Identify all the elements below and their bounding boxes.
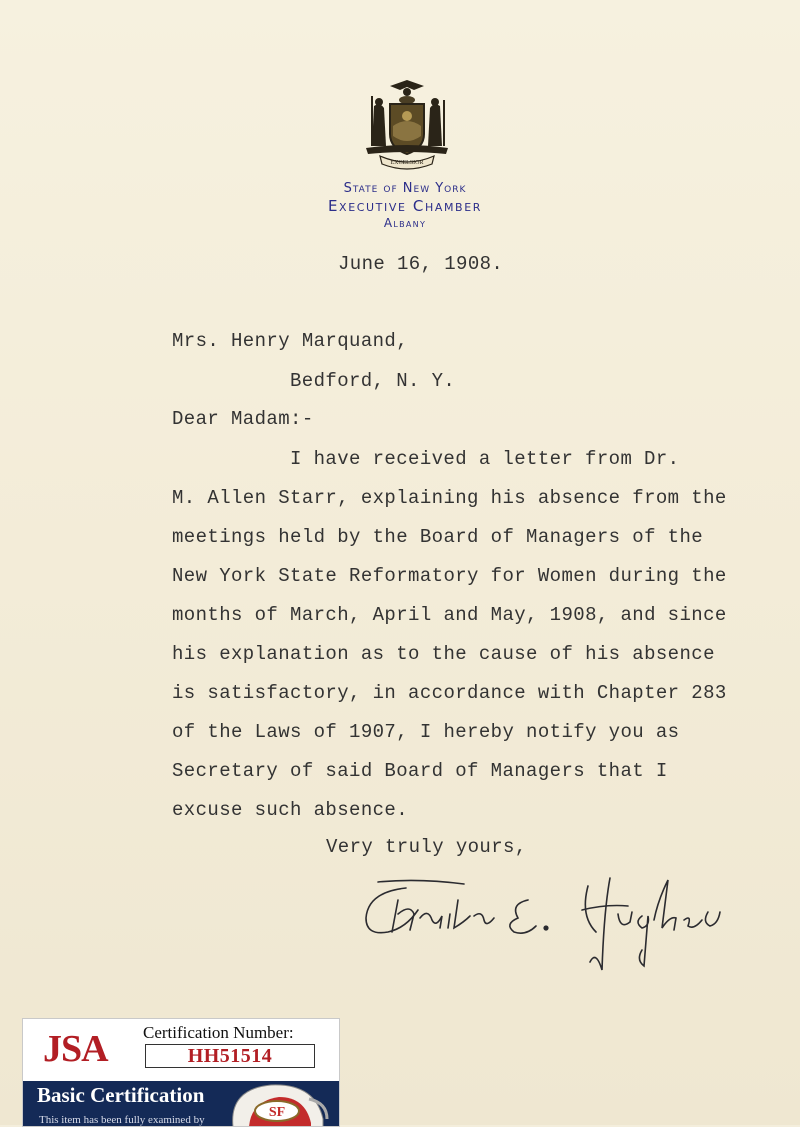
- body-line: M. Allen Starr, explaining his absence from the: [172, 487, 727, 509]
- recipient-address: Bedford, N. Y.: [290, 370, 456, 392]
- body-line: months of March, April and May, 1908, and since: [172, 604, 727, 626]
- body-line: meetings held by the Board of Managers of the: [172, 526, 704, 548]
- recipient-name: Mrs. Henry Marquand,: [172, 330, 409, 352]
- certification-number-label: Certification Number:: [143, 1023, 294, 1042]
- jsa-certification-sticker: [22, 1018, 340, 1127]
- certification-note: This item has been fully examined by: [39, 1114, 205, 1126]
- football-helmet-icon: [219, 1079, 331, 1127]
- certification-number: HH51514: [145, 1044, 315, 1068]
- helmet-logo-text: SF: [268, 1105, 286, 1120]
- new-york-state-seal: [360, 76, 454, 172]
- handwritten-signature: [358, 870, 728, 980]
- body-line: Secretary of said Board of Managers that I: [172, 760, 668, 782]
- salutation: Dear Madam:-: [172, 408, 314, 430]
- jsa-logo: JSA: [43, 1028, 108, 1070]
- seal-motto: EXCELSIOR: [390, 160, 424, 166]
- body-line: his explanation as to the cause of his absence: [172, 643, 715, 665]
- letterhead-state: State of New York: [343, 181, 467, 196]
- body-line: is satisfactory, in accordance with Chapter 283: [172, 682, 727, 704]
- body-line: I have received a letter from Dr.: [290, 448, 680, 470]
- body-line: of the Laws of 1907, I hereby notify you as: [172, 721, 680, 743]
- closing: Very truly yours,: [326, 836, 527, 858]
- body-line: excuse such absence.: [172, 799, 409, 821]
- letter-date: June 16, 1908.: [338, 253, 504, 275]
- letterhead-city: Albany: [383, 216, 427, 230]
- certification-type: Basic Certification: [37, 1083, 205, 1107]
- letterhead-executive-chamber: Executive Chamber: [327, 197, 482, 215]
- body-line: New York State Reformatory for Women during the: [172, 565, 727, 587]
